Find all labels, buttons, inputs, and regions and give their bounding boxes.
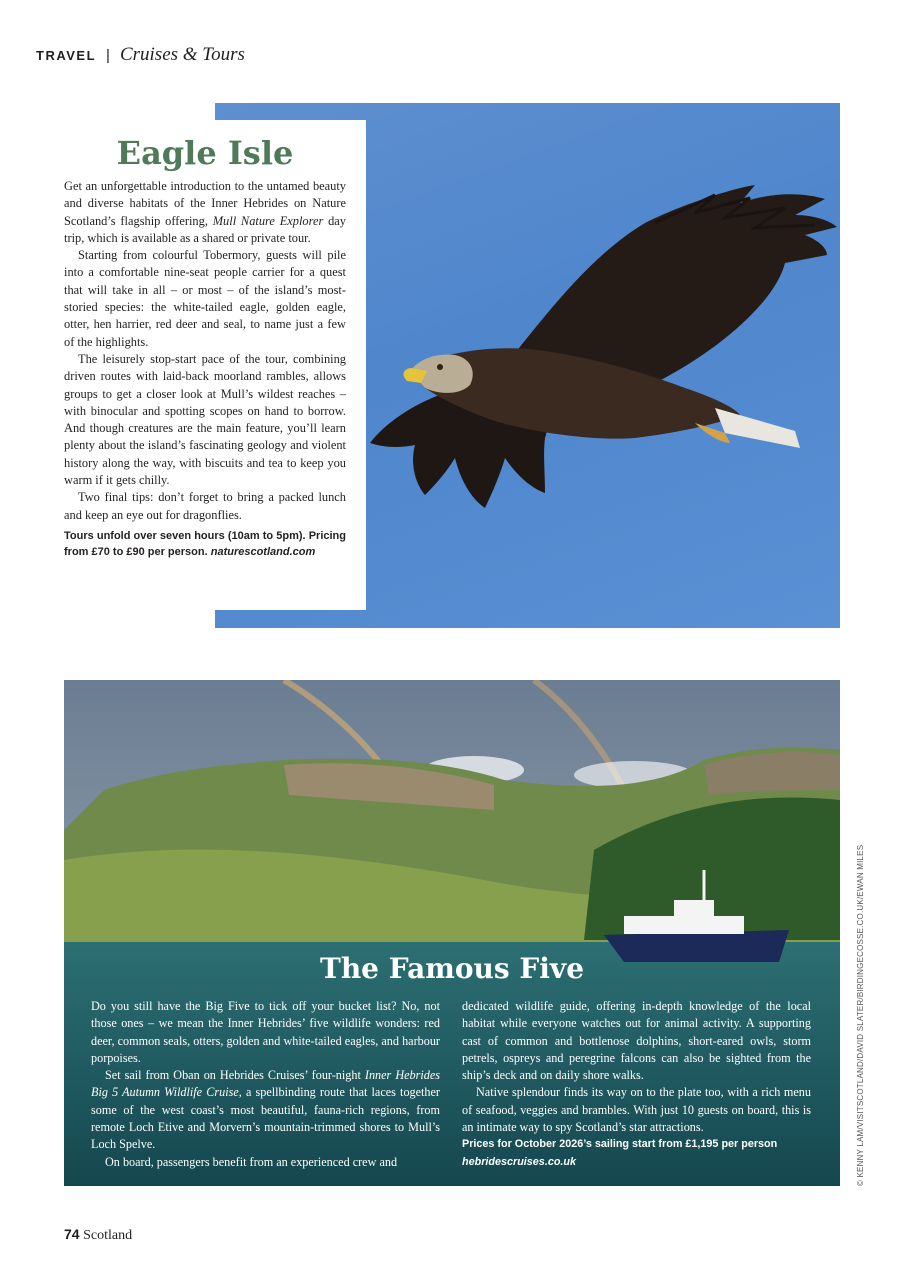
eagle-article-title: Eagle Isle bbox=[116, 134, 294, 172]
famous-five-column-2 bbox=[462, 998, 811, 1171]
photo-credit: © KENNY LAM/VISITSCOTLAND/DAVID SLATER/BIRDINGECOSSE.CO.UK/EWAN MILES bbox=[856, 844, 865, 1186]
five-pricing: Prices for October 2026’s sailing start from £1,195 per person bbox=[462, 1138, 778, 1151]
eagle-article bbox=[55, 120, 366, 610]
five-p2-text: Set sail from Oban on Hebrides Cruises’ four-night bbox=[105, 1068, 365, 1083]
five-paragraph-4: dedicated wildlife guide, offering in-depth knowledge of the local habitat while everyone watches out for animal activity. A supporting cast of common and bottlenose dolphins, short-eared owls, storm petrels, ospreys and peregrine falcons can also be sighted from the ship’s deck and on daily shore walks. bbox=[462, 999, 811, 1083]
page-footer bbox=[64, 1226, 132, 1244]
hebrides-cruise-photo bbox=[64, 680, 840, 1186]
eagle-pricing: Tours unfold over seven hours (10am to 5pm). Pricing from £70 to £90 per person. bbox=[64, 529, 346, 558]
five-cruise-info bbox=[462, 1136, 811, 1171]
eagle-website-link[interactable]: naturescotland.com bbox=[210, 545, 316, 558]
eagle-article-body bbox=[64, 178, 346, 560]
five-paragraph-2 bbox=[91, 1067, 440, 1153]
section-label: TRAVEL bbox=[36, 48, 97, 63]
eagle-paragraph-2: Starting from colourful Tobermory, guests will pile into a comfortable nine-seat people carrier for a quest that will take in all – or most – of the island’s most-storied species: the white-tailed eagle, golden eagle, otter, hen harrier, red deer and seal, to name just a few of the highlights. bbox=[64, 248, 346, 349]
tour-name: Mull Nature Explorer bbox=[212, 213, 324, 228]
page-number: 74 bbox=[64, 1226, 80, 1242]
five-paragraph-3: On board, passengers benefit from an experienced crew and bbox=[105, 1154, 398, 1169]
famous-five-column-1 bbox=[91, 998, 440, 1171]
header-separator: | bbox=[106, 47, 110, 64]
five-p2-text-end: , a spellbinding route that laces together some of the west coast’s most beautiful, fauna-rich regions, from remote Loch Etive and Morvern’s mountain-trimmed shores to Mull’s Loch Spelve. bbox=[91, 1085, 440, 1152]
eagle-paragraph-3: The leisurely stop-start pace of the tour, combining driven routes with laid-back moorland rambles, allows groups to get a closer look at Mull’s wildest reaches – with binocular and spotting scopes on hand to borrow. And though creatures are the main feature, you’ll learn plenty about the island’s fascinating geology and violent history along the way, with biscuits and tea to keep you warm if it gets chilly. bbox=[64, 351, 346, 488]
magazine-name: Scotland bbox=[83, 1228, 133, 1243]
eagle-paragraph-1 bbox=[64, 178, 346, 247]
famous-five-title: The Famous Five bbox=[319, 952, 585, 985]
eagle-tour-info bbox=[64, 528, 346, 560]
five-paragraph-5: Native splendour finds its way on to the plate too, with a rich menu of seafood, veggies and brambles. With just 10 guests on board, this is an intimate way to spy Scotland’s star attractions. bbox=[462, 1085, 811, 1135]
eagle-p1-text: Get an unforgettable introduction to the untamed beauty and diverse habitats of the Inner Hebrides on Nature Scotland’s flagship offering, bbox=[64, 179, 346, 228]
eagle-p1-text-end: day trip, which is available as a shared or private tour. bbox=[64, 213, 346, 245]
eagle-paragraph-4: Two final tips: don’t forget to bring a packed lunch and keep an eye out for dragonflies. bbox=[64, 490, 346, 522]
famous-five-body bbox=[91, 998, 811, 1171]
cruise-name: Inner Hebrides Big 5 Autumn Wildlife Cruise bbox=[91, 1068, 440, 1100]
page-header bbox=[36, 44, 245, 66]
five-website-link[interactable]: hebridescruises.co.uk bbox=[462, 1155, 577, 1168]
five-paragraph-1: Do you still have the Big Five to tick off your bucket list? No, not those ones – we mean the Inner Hebrides’ five wildlife wonders: red deer, common seals, otters, golden and white-tailed eagles, and harbour porpoises. bbox=[91, 999, 440, 1065]
topic-label: Cruises & Tours bbox=[119, 44, 245, 65]
